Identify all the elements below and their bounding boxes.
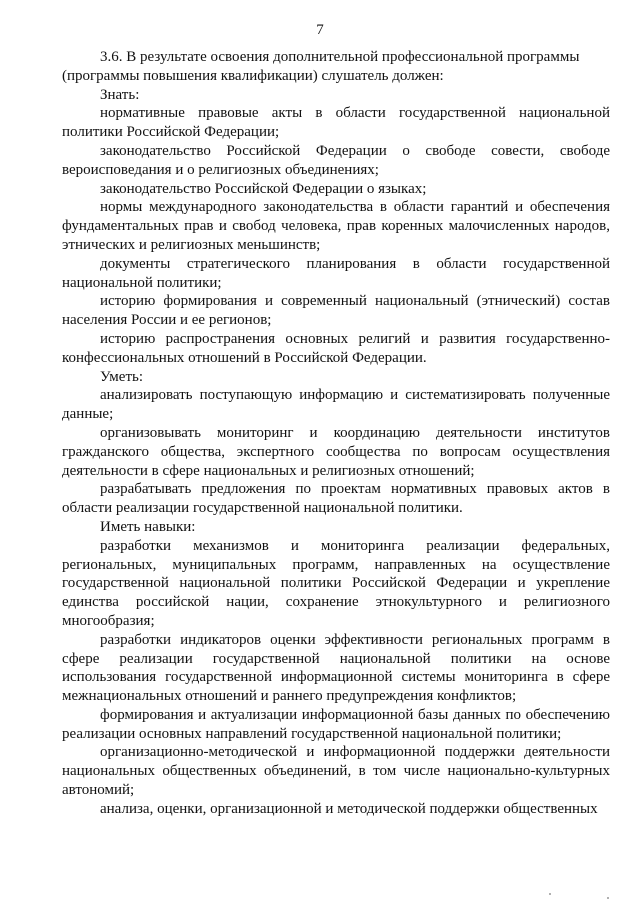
document-body <box>62 48 610 819</box>
list-item: разработки механизмов и мониторинга реализации федеральных, региональных, муниципальных программ, направленных на осуществление государственной национальной политики Российской Федерации и укрепление единства российской нации, сохранение этнокультурного и религиозного многообразия; <box>62 537 610 629</box>
list-item: разрабатывать предложения по проектам нормативных правовых актов в области реализации государственной национальной политики. <box>62 481 610 517</box>
list-item: нормативные правовые акты в области государственной национальной политики Российской Федерации; <box>62 105 610 141</box>
be-able-label: Уметь: <box>100 368 144 385</box>
list-item: организовывать мониторинг и координацию деятельности институтов гражданского общества, экспертного сообщества по вопросам осуществления деятельности в сфере национальных и религиозных отношений; <box>62 424 610 479</box>
list-item: формирования и актуализации информационной базы данных по обеспечению реализации основных направлений государственной национальной политики; <box>62 706 610 742</box>
list-item: нормы международного законодательства в области гарантий и обеспечения фундаментальных прав и свобод человека, прав коренных малочисленных народов, этнических и религиозных меньшинств; <box>62 199 610 253</box>
list-item: историю формирования и современный национальный (этнический) состав населения России и ее регионов; <box>62 293 610 329</box>
know-label: Знать: <box>100 86 140 103</box>
scan-speck <box>607 897 609 899</box>
list-item: анализа, оценки, организационной и методической поддержки общественных <box>100 800 598 817</box>
list-item: историю распространения основных религий и развития государственно-конфессиональных отношений в Российской Федерации. <box>62 330 610 366</box>
list-item: организационно-методической и информационной поддержки деятельности национальных общественных объединений, в том числе национально-культурных автономий; <box>62 744 610 799</box>
list-item: документы стратегического планирования в области государственной национальной политики; <box>62 255 610 291</box>
list-item: разработки индикаторов оценки эффективности региональных программ в сфере реализации государственной национальной политики на основе использования государственной информационной системы мониторинга в сфере межнациональных отношений и раннего предупреждения конфликтов; <box>62 631 610 705</box>
list-item: законодательство Российской Федерации о языках; <box>100 180 427 197</box>
scan-speck <box>549 893 551 895</box>
list-item: законодательство Российской Федерации о свободе совести, свободе вероисповедания и о религиозных объединениях; <box>62 142 610 178</box>
section-heading-paragraph: 3.6. В результате освоения дополнительной профессиональной программы (программы повышения квалификации) слушатель должен: <box>62 49 580 84</box>
page-number: 7 <box>316 22 324 38</box>
skills-label: Иметь навыки: <box>100 518 196 535</box>
list-item: анализировать поступающую информацию и систематизировать полученные данные; <box>62 387 610 423</box>
